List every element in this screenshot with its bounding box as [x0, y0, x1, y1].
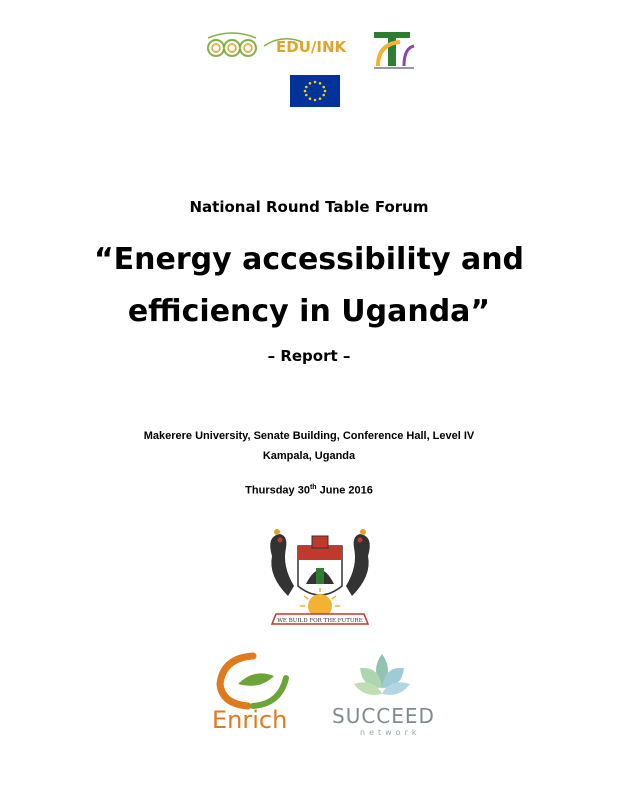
edulink-text: EDU/INK: [276, 38, 347, 56]
title-line-2: efficiency in Uganda”: [127, 294, 491, 329]
enrich-name: Enrich: [212, 706, 288, 734]
event-date: [0, 484, 618, 497]
venue-line-2: Kampala, Uganda: [262, 450, 356, 462]
edulink-logo: [262, 32, 372, 60]
succeed-sub: network: [360, 728, 421, 737]
enrich-logo: [208, 650, 298, 742]
acp-logo: [204, 30, 260, 64]
date-suffix-ordinal: th: [309, 484, 317, 491]
makerere-crest: [258, 526, 382, 630]
report-subtitle: – Report –: [267, 347, 351, 365]
report-title: [0, 234, 618, 338]
date-prefix: Thursday 30: [245, 484, 310, 497]
eu-flag: [290, 75, 340, 107]
venue: [0, 426, 618, 466]
title-line-1: “Energy accessibility and: [93, 242, 525, 277]
programme-logo: [370, 26, 418, 70]
succeed-name: SUCCEED: [332, 704, 435, 728]
succeed-logo: [330, 648, 434, 740]
date-suffix: June 2016: [316, 484, 373, 497]
venue-line-1: Makerere University, Senate Building, Conference Hall, Level IV: [143, 430, 475, 442]
crest-motto: WE BUILD FOR THE FUTURE: [277, 618, 363, 624]
forum-label: National Round Table Forum: [189, 198, 429, 216]
